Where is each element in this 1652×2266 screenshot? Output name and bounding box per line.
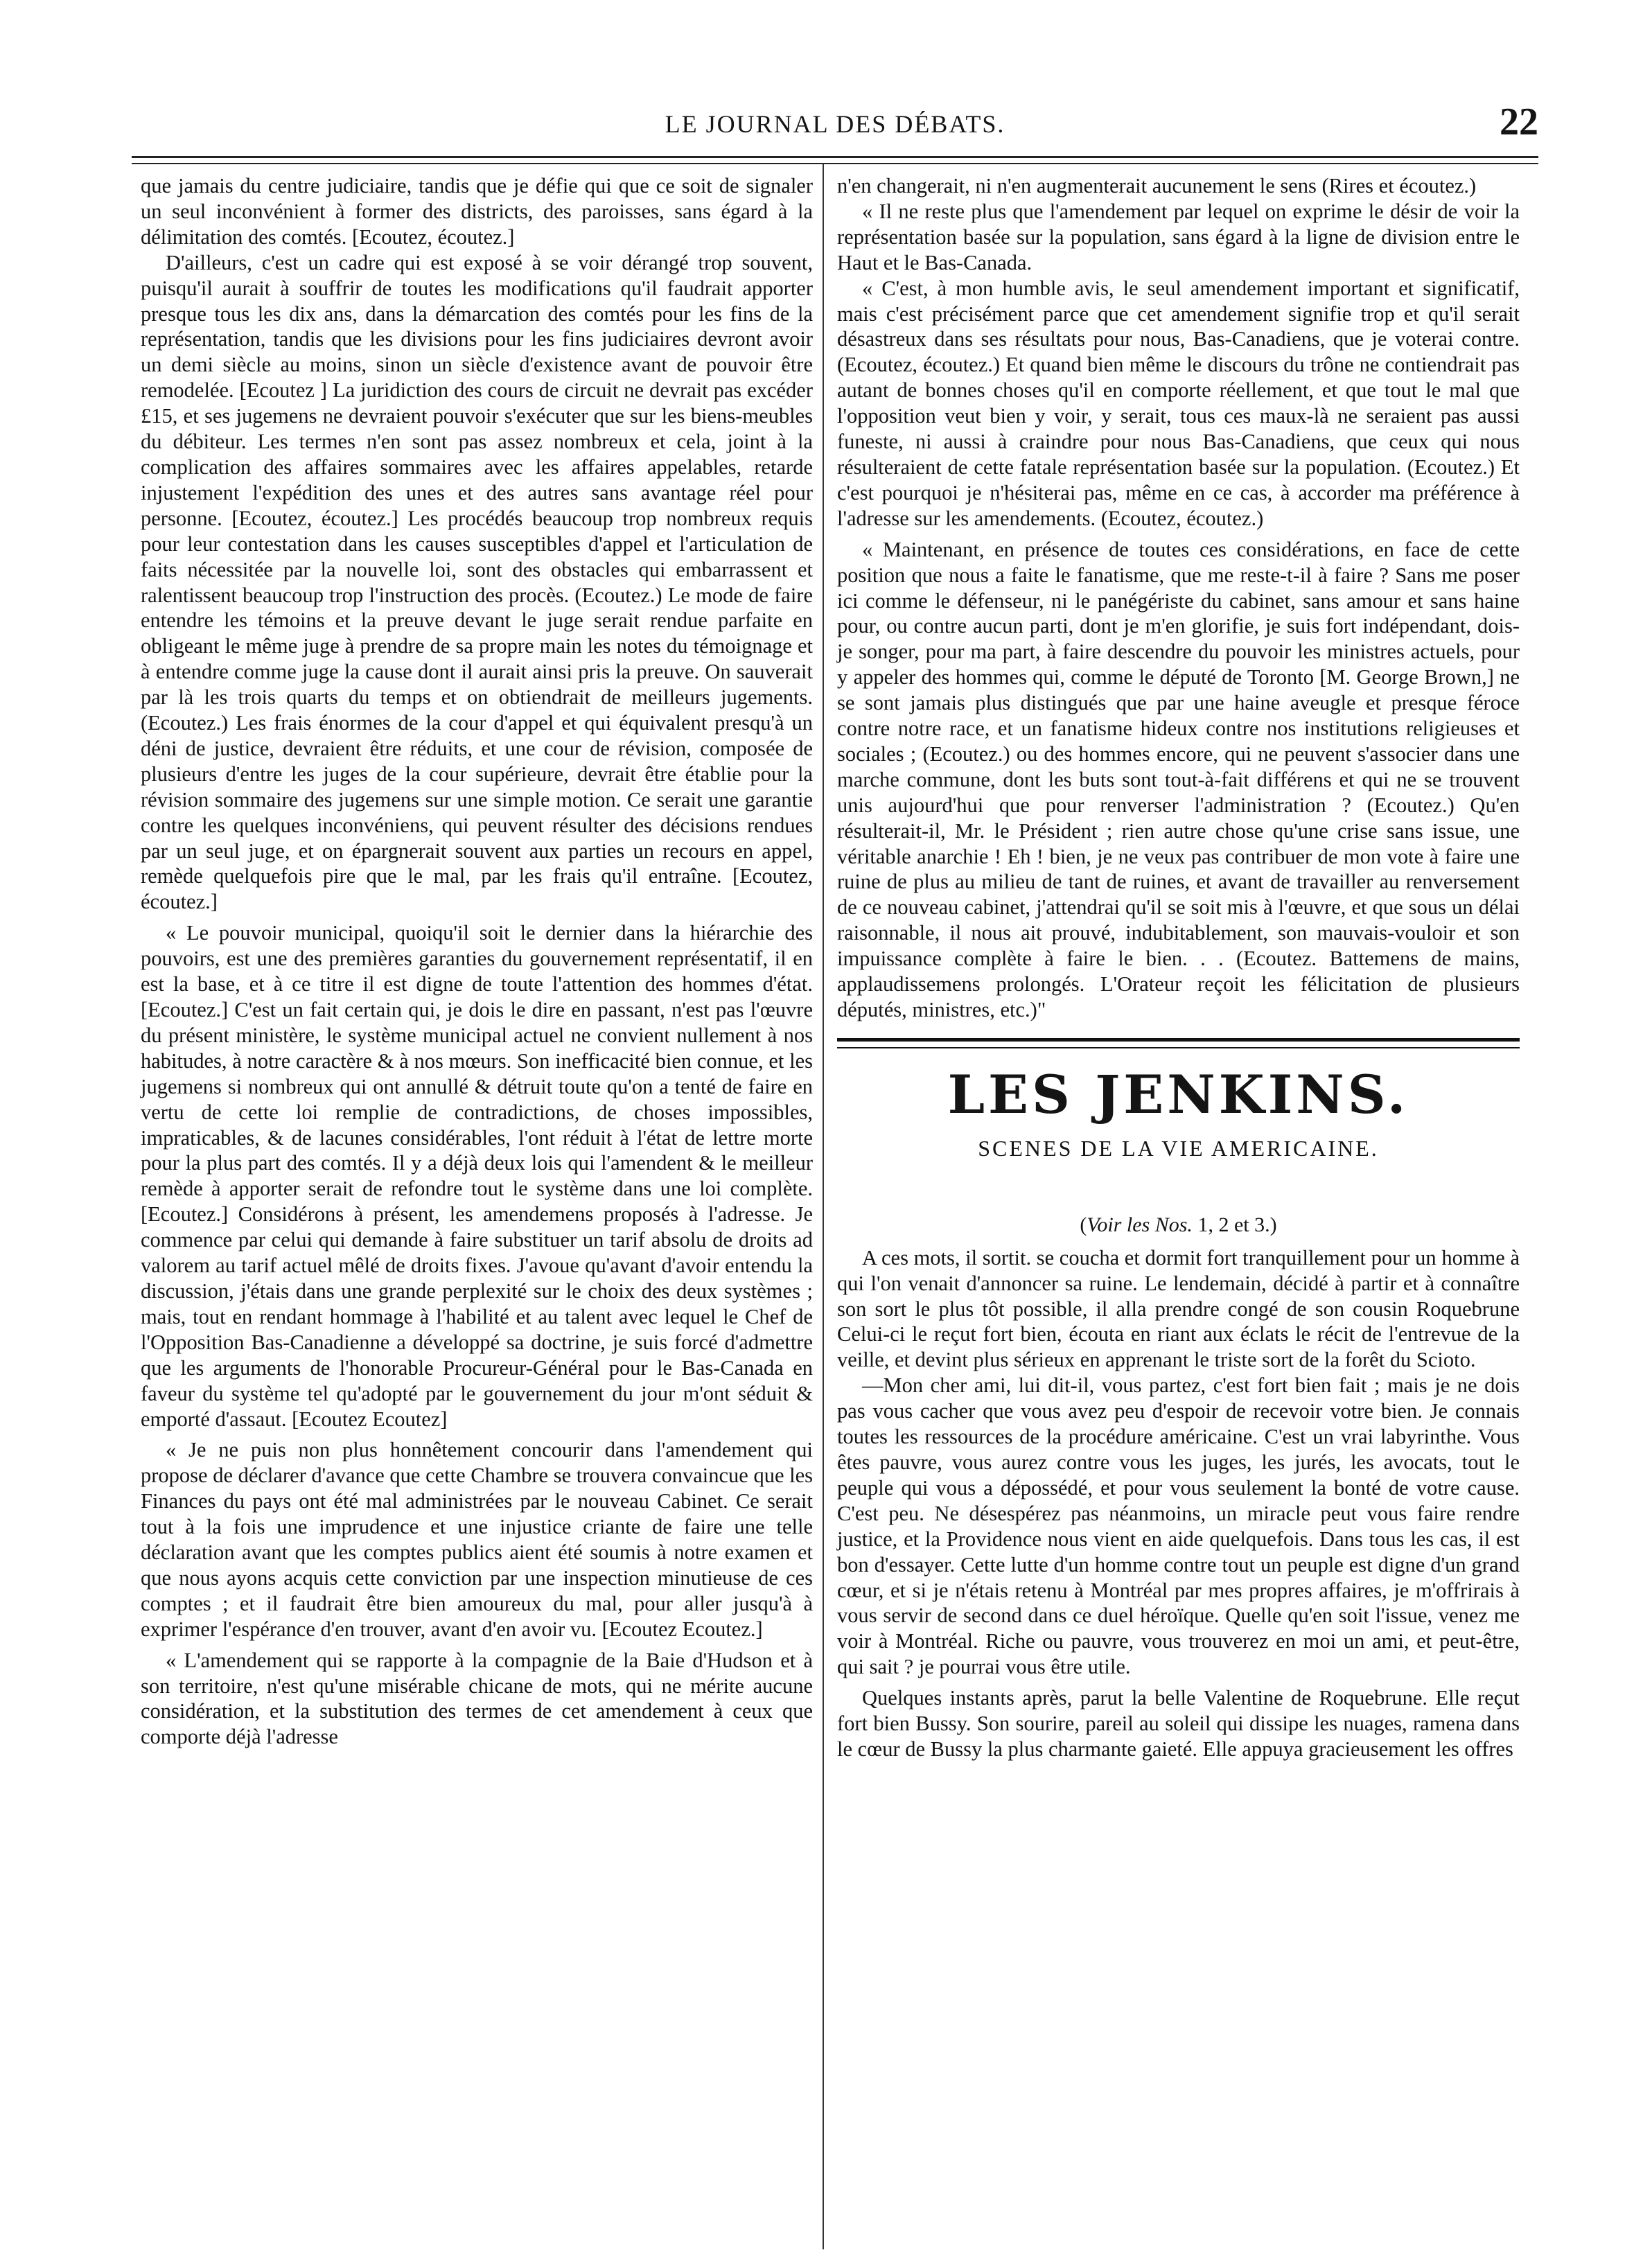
right-paragraph-2: « Il ne reste plus que l'amendement par lequel on exprime le désir de voir la représentation basée sur la population, sans égard à la ligne de division entre le Haut et le Bas-Canada. (837, 199, 1520, 274)
page-header (132, 100, 1538, 152)
left-column (141, 173, 813, 1750)
story-reference: (Voir les Nos. 1, 2 et 3.) (1080, 1213, 1277, 1236)
left-paragraph-3: « Le pouvoir municipal, quoiqu'il soit le dernier dans la hiérarchie des pouvoirs, est une des premières garanties du gouvernement représentatif, il en est la base, et à ce titre il est digne de toute l'attention des hommes d'état. [Ecoutez.] C'est un fait certain qui, je dois le dire en passant, n'est pas l'œuvre du présent ministère, le système municipal actuel ne convient nullement à nos habitudes, à notre caractère & à nos mœurs. Son inefficacité bien connue, et les jugemens si nombreux qui ont annullé & détruit toute qu'on a tenté de faire en vertu de cette loi remplie de contradictions, de choses impossibles, impraticables, & de lacunes considérables, l'ont réduit à l'état de lettre morte pour la plus part des comtés. Il y a déjà deux lois qui l'amendent & le meilleur remède à apporter serait de refondre tout le système dans une loi complète. [Ecoutez.] Considérons à présent, les amendemens proposés à l'adresse. Je commence par celui qui demande à faire substituer un tarif absolu de droits ad valorem au tarif actuel mêlé de droits fixes. J'avoue qu'avant d'avoir entendu la discussion, j'étais dans une grande perplexité sur le choix des deux systèmes ; mais, tout en rendant hommage à l'habilité et au talent avec lequel le Chef de l'Opposition Bas-Canadienne a développé sa doctrine, je suis forcé d'admettre que les arguments de l'honorable Procureur-Général pour le Bas-Canada en faveur du système tel qu'adopté par le gouvernement du jour m'ont séduit & emporté d'assaut. [Ecoutez Ecoutez] (141, 921, 813, 1431)
right-column (837, 173, 1520, 1762)
page-number: 22 (1500, 100, 1538, 143)
left-paragraph-1: que jamais du centre judiciaire, tandis que je défie qui que ce soit de signaler un seul inconvénient à former des districts, des paroisses, sans égard à la délimitation des comtés. [Ecoutez, écoutez.] (141, 174, 813, 249)
story-subtitle: SCENES DE LA VIE AMERICAINE. (978, 1135, 1379, 1161)
story-paragraph-1: A ces mots, il sortit. se coucha et dormit fort tranquillement pour un homme à qui l'on venait d'annoncer sa ruine. Le lendemain, décidé à partir et à connaître son sort le plus tôt possible, il alla prendre congé de son cousin Roquebrune Celui-ci le reçut fort bien, écouta en riant aux éclats le récit de l'entrevue de la veille, et devint plus sérieux en apprenant le triste sort de la forêt du Scioto. (837, 1245, 1520, 1372)
right-paragraph-4: « Maintenant, en présence de toutes ces considérations, en face de cette position que nous a faite le fanatisme, que me reste-t-il à faire ? Sans me poser ici comme le défenseur, ni le panégériste du cabinet, sans amour et sans haine pour, ou contre aucun parti, dont je m'en glorifie, je suis fort indépendant, dois-je songer, pour ma part, à faire descendre du pouvoir les ministres actuels, pour y appeler des hommes qui, comme le député de Toronto [M. George Brown,] ne se sont jamais plus distingués que par une haine aveugle et presque féroce contre notre race, et un fanatisme hideux contre nos institutions religieuses et sociales ; (Ecoutez.) ou des hommes encore, qui ne peuvent s'associer dans une marche commune, dont les buts sont tout-à-fait différens et qui ne se trouvent unis aujourd'hui que pour renverser l'administration ? (Ecoutez.) Qu'en résulterait-il, Mr. le Président ; rien autre chose qu'une crise sans issue, une véritable anarchie ! Eh ! bien, je ne veux pas contribuer de mon vote à faire une ruine de plus au milieu de tant de ruines, et avant de travailler au renversement de ce nouveau cabinet, j'attendrai qu'il se soit mis à l'œuvre, et que sous un délai raisonnable, il nous ait prouvé, indubitablement, son mauvais-vouloir et son impuissance complète à faire le bien. . . (Ecoutez. Battemens de mains, applaudissemens prolongés. L'Orateur reçoit les félicitation de plusieurs députés, ministres, etc.)" (837, 537, 1520, 1021)
story-reference-label: Voir les Nos. (1087, 1213, 1193, 1236)
right-paragraph-1: n'en changerait, ni n'en augmenterait aucunement le sens (Rires et écoutez.) (837, 174, 1477, 197)
story-reference-numbers: 1, 2 et 3. (1197, 1213, 1270, 1236)
right-paragraph-3: « C'est, à mon humble avis, le seul amendement important et significatif, mais c'est précisément parce que cet amendement signifie trop et qu'il serait désastreux dans ses résultats pour nous, Bas-Canadiens, que je voterai contre. (Ecoutez, écoutez.) Et quand bien même le discours du trône ne contiendrait pas autant de bonnes choses qu'il en comporte réellement, et que tout le mal que l'opposition veut bien y voir, y serait, tous ces maux-là ne seraient pas aussi funeste, ni aussi à craindre pour nous Bas-Canadiens, que ceux qui nous résulteraient de cette fatale représentation basée sur la population. (Ecoutez.) Et c'est pourquoi je n'hésiterai pas, même en ce cas, à accorder ma préférence à l'adresse sur les amendements. (Ecoutez, écoutez.) (837, 276, 1520, 530)
left-paragraph-4: « Je ne puis non plus honnêtement concourir dans l'amendement qui propose de déclarer d'avance que cette Chambre se trouvera convaincue que les Finances du pays ont été mal administrées par le nouveau Cabinet. Ce serait tout à la fois une imprudence et une injustice criante de faire une telle déclaration avant que les comptes publics aient été soumis à notre examen et que nous ayons acquis cette conviction par une inspection minutieuse de ces comptes ; et il faudrait être bien amoureux du mal, pour aller jusqu'à à exprimer l'espérance d'en trouver, avant d'en avoir vu. [Ecoutez Ecoutez.] (141, 1438, 814, 1641)
left-paragraph-5: « L'amendement qui se rapporte à la compagnie de la Baie d'Hudson et à son territoire, n'est qu'une misérable chicane de mots, qui ne mérite aucune considération, et la substitution des termes de cet amendement à ceux que comporte déjà l'adresse (141, 1648, 813, 1749)
left-paragraph-2: D'ailleurs, c'est un cadre qui est exposé à se voir dérangé trop souvent, puisqu'il aurait à souffrir de toutes les modifications qu'il faudrait apporter presque tous les dix ans, dans la démarcation des comtés pour les fins de la représentation, tandis que les divisions pour les fins judiciaires devront avoir un demi siècle au moins, sinon un siècle d'existence avant de pouvoir être remodelée. [Ecoutez ] La juridiction des cours de circuit ne devrait pas excéder £15, et ses jugemens ne devraient pouvoir s'exécuter que sur les biens-meubles du débiteur. Les termes n'en sont pas assez nombreux et cela, joint à la complication des affaires sommaires avec les affaires appelables, retarde injustement l'expédition des unes et des autres sans avantage réel pour personne. [Ecoutez, écoutez.] Les procédés beaucoup trop nombreux requis pour leur contestation dans les causes susceptibles d'appel et l'articulation de faits nécessitée par la nouvelle loi, sont des obstacles qui embarrassent et ralentissent beaucoup trop l'instruction des procès. (Ecoutez.) Le mode de faire entendre les témoins et la preuve devant le juge serait rendue parfaite en obligeant le même juge à prendre de sa propre main les notes du témoignage et à entendre comme juge la cause dont il aurait ainsi pris la preuve. On sauverait par là les trois quarts du temps et on obtiendrait de meilleurs jugements. (Ecoutez.) Les frais énormes de la cour d'appel et qui équivalent presqu'à un déni de justice, devraient être réduits, et une cour de révision, composée de plusieurs d'entre les juges de la cour supérieure, devrait être établie pour la révision sommaire des jugemens sur une simple motion. Ce serait une garantie contre les quelques inconvéniens, qui peuvent résulter des décisions rendues par un seul juge, et on épargnerait souvent aux parties un recours en appel, remède quelquefois pire que le mal, par les frais qu'il entraîne. [Ecoutez, écoutez.] (141, 250, 813, 914)
section-separator (837, 1038, 1520, 1048)
story-paragraph-3: Quelques instants après, parut la belle Valentine de Roquebrune. Elle reçut fort bien Bussy. Son sourire, pareil au soleil qui dissipe les nuages, ramena dans le cœur de Bussy la plus charmante gaieté. Elle appuya gracieusement les offres (837, 1686, 1520, 1761)
header-rule (132, 156, 1538, 164)
newspaper-title: LE JOURNAL DES DÉBATS. (665, 110, 1005, 138)
column-divider (823, 164, 824, 2249)
story-title: LES JENKINS. (947, 1063, 1409, 1125)
story-paragraph-2: —Mon cher ami, lui dit-il, vous partez, c'est fort bien fait ; mais je ne dois pas vous cacher que vous avez peu d'espoir de recevoir votre bien. Je connais toutes les ressources de la procédure américaine. C'est un vrai labyrinthe. Vous êtes pauvre, vous aurez contre vous les juges, les jurés, les avocats, tout le peuple qui vous a dépossédé, et pour vous seulement la bonté de votre cause. C'est peu. Ne désespérez pas néanmoins, un miracle peut vous faire rendre justice, et la Providence nous vient en aide quelquefois. Dans tous les cas, il est bon d'essayer. Cette lutte d'un homme contre tout un peuple est digne d'un grand cœur, et si je n'étais retenu à Montréal par mes propres affaires, je m'offrirais à vous servir de second dans ce duel héroïque. Quelle qu'en soit l'issue, venez me voir à Montréal. Riche ou pauvre, vous trouverez en moi un ami, et peut-être, qui sait ? je pourrai vous être utile. (837, 1373, 1520, 1679)
